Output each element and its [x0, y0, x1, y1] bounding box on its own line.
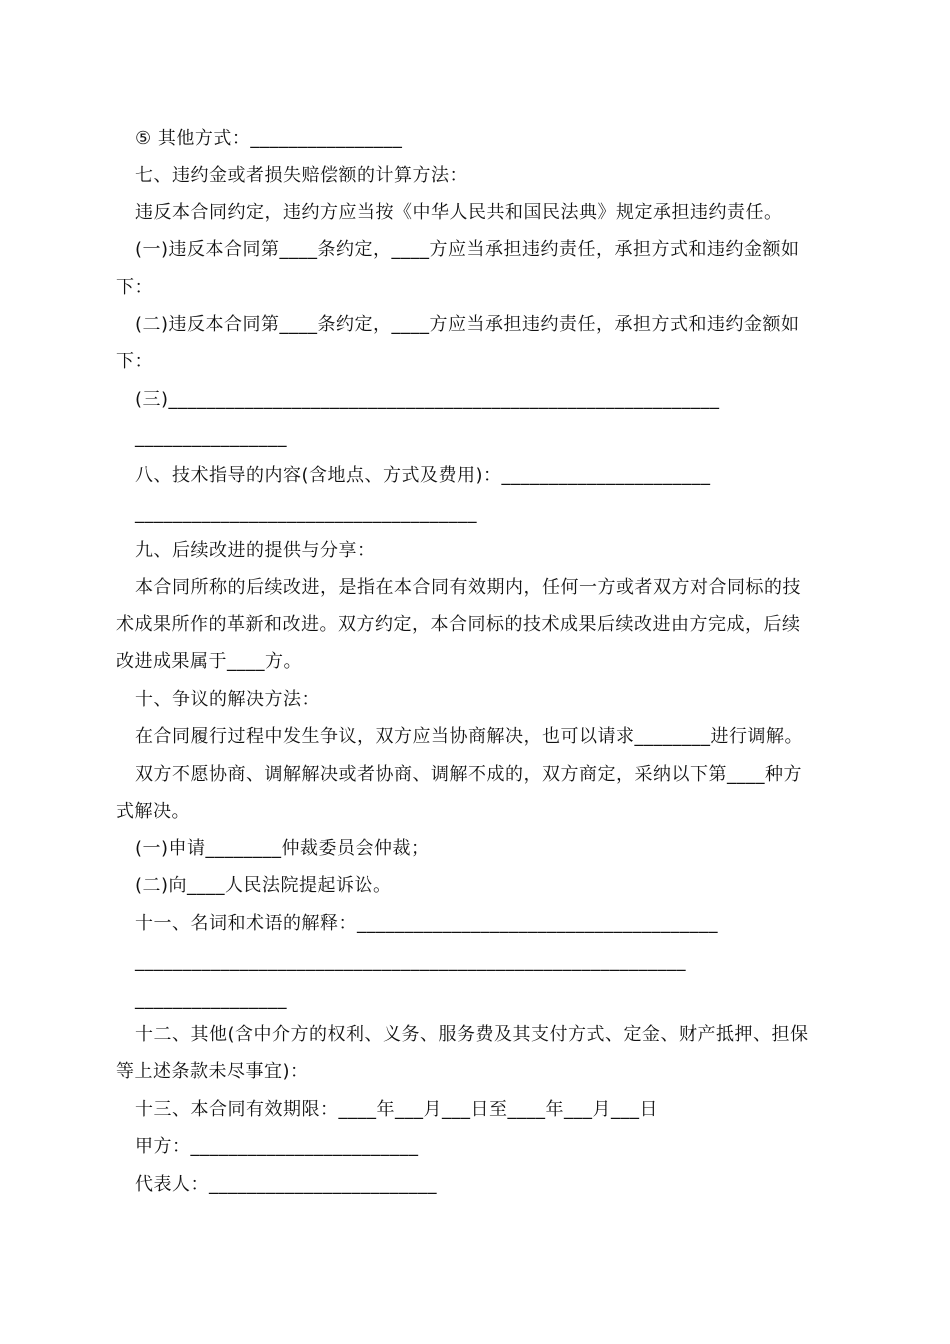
line-breach-2: (二)违反本合同第____条约定，____方应当承担违约责任，承担方式和违约金额如: [135, 314, 800, 335]
line-breach-3: (三)__________________________________________________________: [135, 389, 720, 410]
section-12-heading-cont: 等上述条款未尽事宜)：: [116, 1061, 309, 1082]
line-breach-general: 违反本合同约定，违约方应当按《中华人民共和国民法典》规定承担违约责任。: [135, 202, 783, 223]
line-breach-1: (一)违反本合同第____条约定，____方应当承担违约责任，承担方式和违约金额如: [135, 239, 800, 260]
line-section-11-blank-2: ________________: [135, 989, 287, 1010]
section-7-heading: 七、违约金或者损失赔偿额的计算方法：: [135, 165, 468, 186]
line-improvement-3: 改进成果属于____方。: [116, 651, 302, 672]
section-10-heading: 十、争议的解决方法：: [135, 689, 320, 710]
line-dispute-choice-cont: 式解决。: [116, 801, 190, 822]
section-8-heading: 八、技术指导的内容(含地点、方式及费用)：______________________: [135, 465, 711, 486]
line-breach-1-cont: 下：: [116, 277, 153, 298]
line-improvement-1: 本合同所称的后续改进，是指在本合同有效期内，任何一方或者双方对合同标的技: [135, 577, 801, 598]
line-representative: 代表人：________________________: [135, 1174, 437, 1195]
line-section-8-blank: ____________________________________: [135, 503, 477, 524]
line-improvement-2: 术成果所作的革新和改进。双方约定，本合同标的技术成果后续改进由方完成，后续: [116, 614, 801, 635]
line-dispute-mediation: 在合同履行过程中发生争议，双方应当协商解决，也可以请求________进行调解。: [135, 726, 803, 747]
line-arbitration: (一)申请________仲裁委员会仲裁；: [135, 838, 430, 859]
line-other-method: ⑤ 其他方式：________________: [135, 128, 403, 149]
line-breach-3-blank: ________________: [135, 427, 287, 448]
line-section-11-blank-1: __________________________________________________________: [135, 951, 686, 972]
line-party-a: 甲方：________________________: [135, 1136, 419, 1157]
section-13-validity: 十三、本合同有效期限：____年___月___日至____年___月___日: [135, 1099, 658, 1120]
line-breach-2-cont: 下：: [116, 351, 153, 372]
line-dispute-choice: 双方不愿协商、调解解决或者协商、调解不成的，双方商定，采纳以下第____种方: [135, 764, 802, 785]
section-11-heading: 十一、名词和术语的解释：______________________________________: [135, 913, 718, 934]
section-9-heading: 九、后续改进的提供与分享：: [135, 540, 376, 561]
line-litigation: (二)向____人民法院提起诉讼。: [135, 875, 392, 896]
section-12-heading: 十二、其他(含中介方的权利、义务、服务费及其支付方式、定金、财产抵押、担保: [135, 1024, 809, 1045]
